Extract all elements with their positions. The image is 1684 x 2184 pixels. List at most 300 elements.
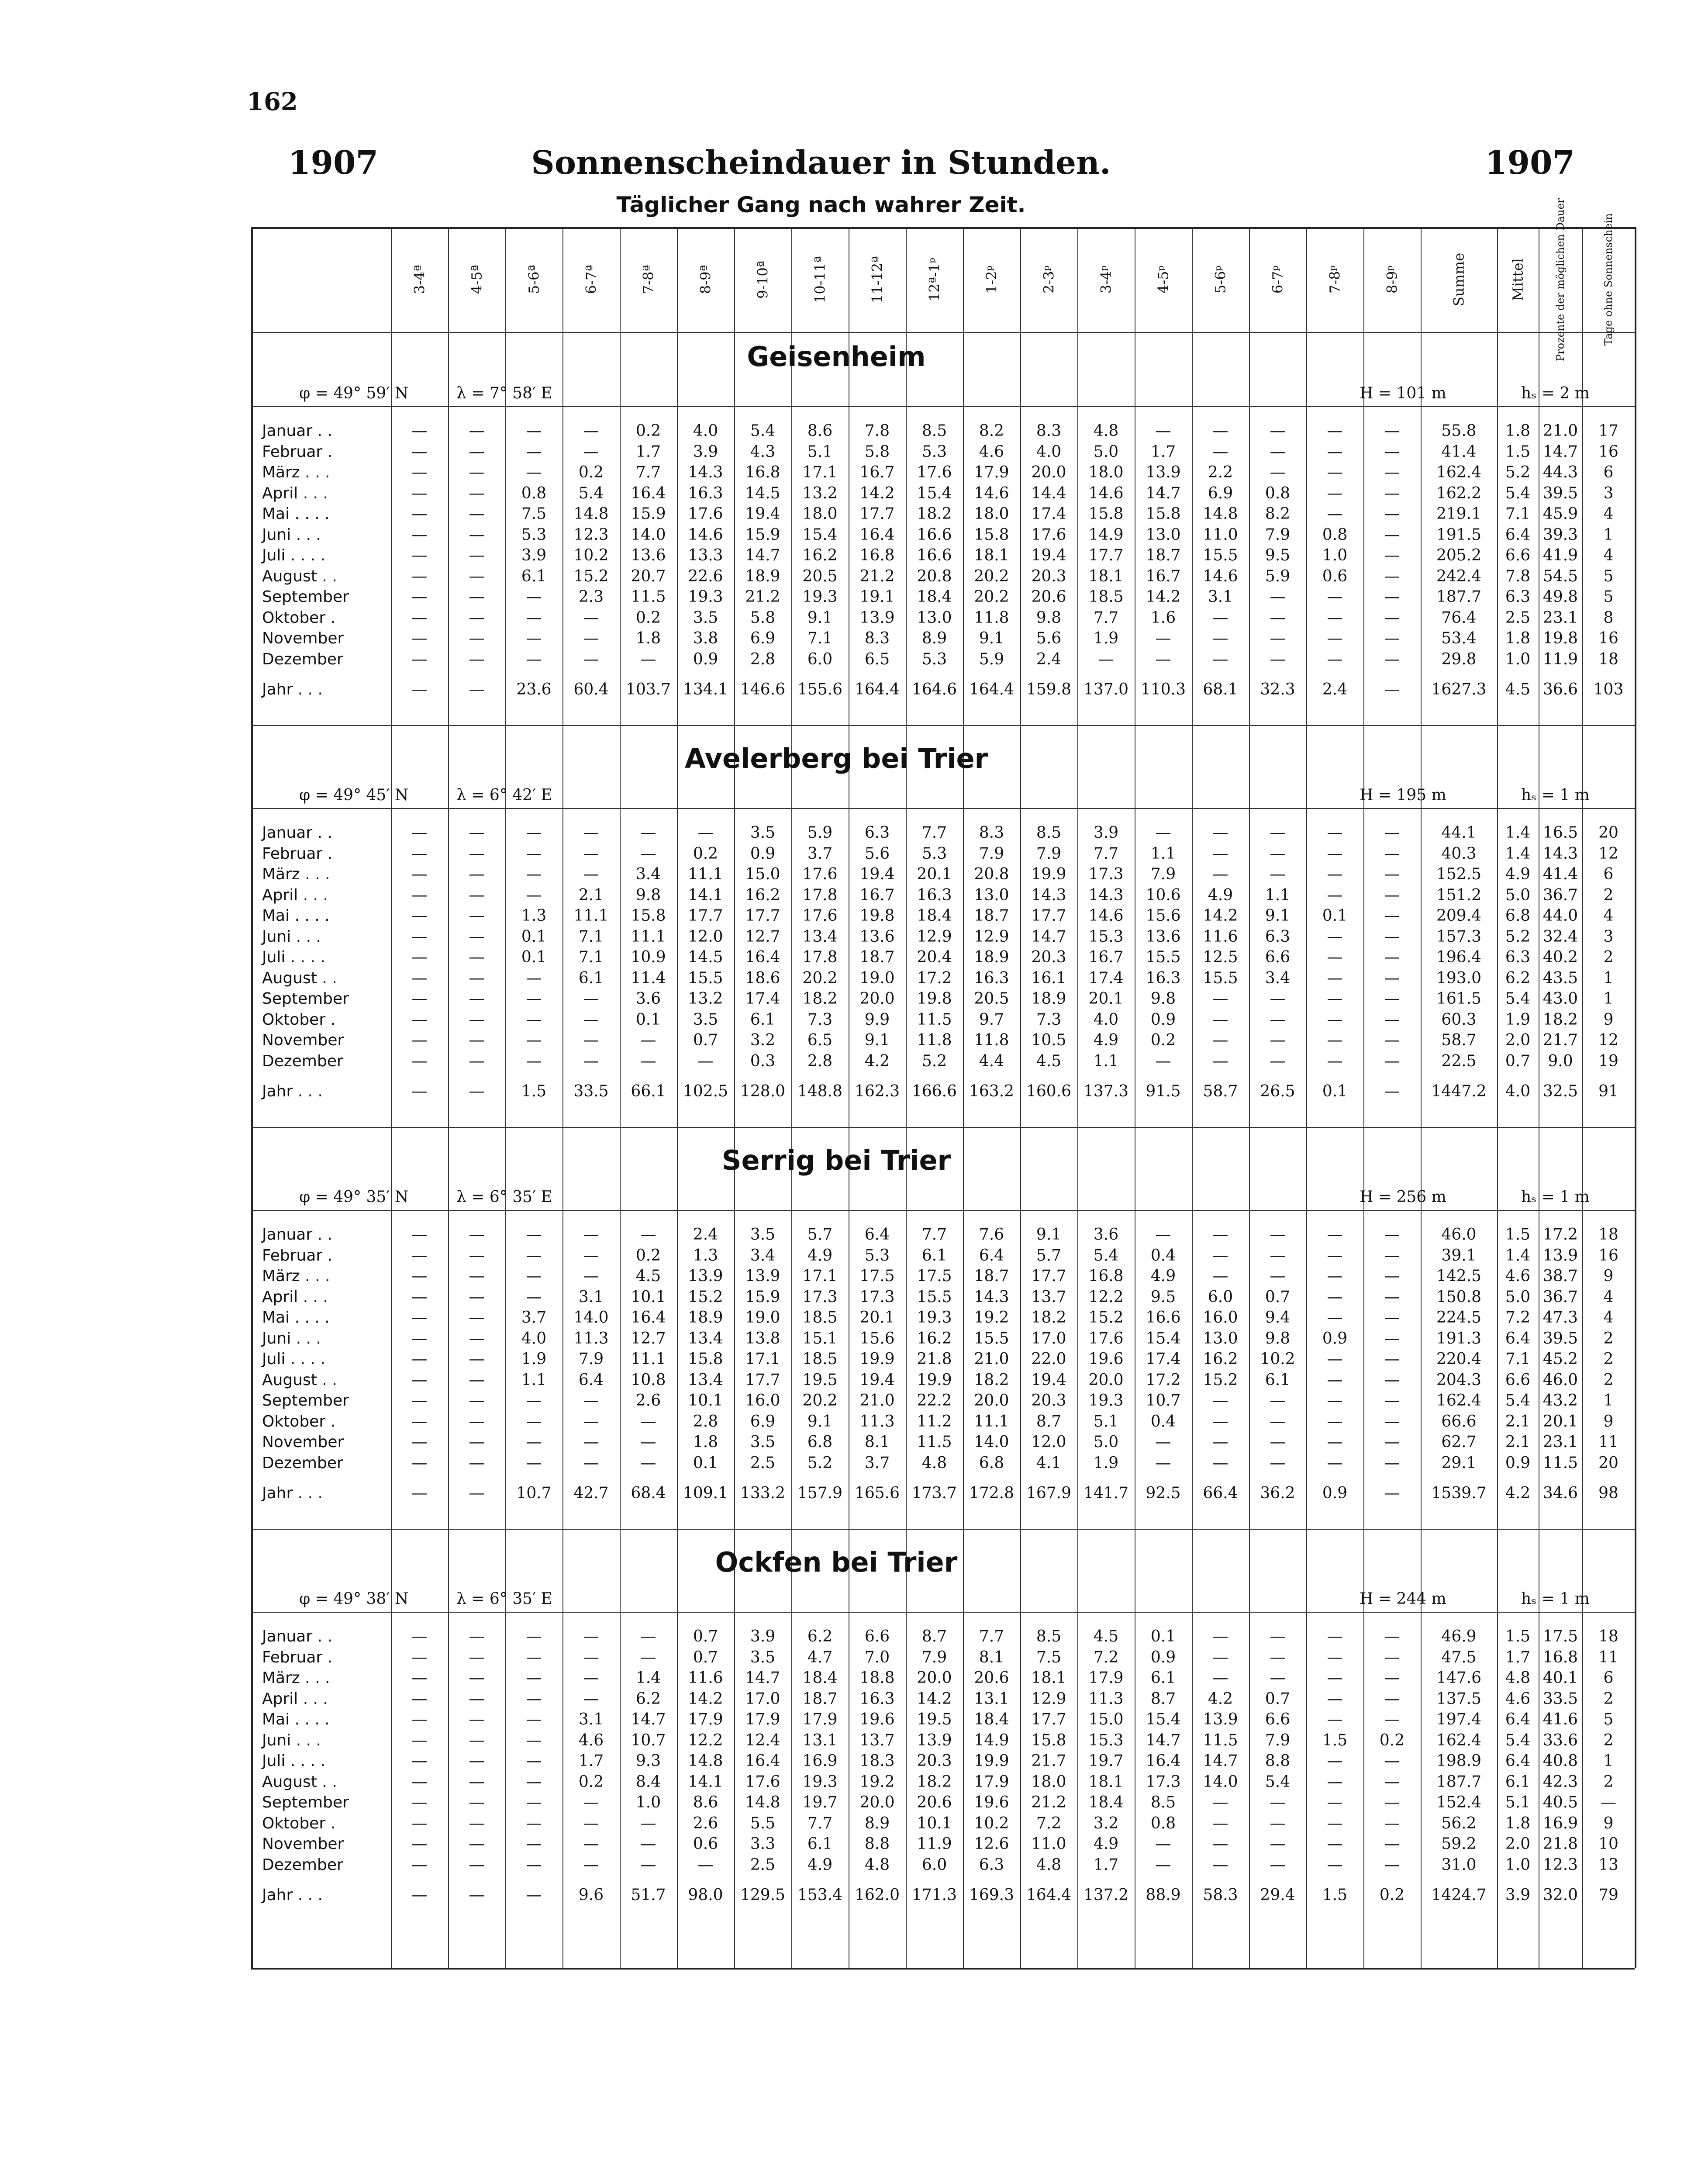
table-cell: 11.5	[631, 588, 666, 606]
table-cell: 1.3	[521, 907, 547, 925]
table-cell: 8.5	[1036, 824, 1062, 842]
table-cell: —	[1327, 1412, 1343, 1431]
table-cell: 12.7	[745, 927, 780, 946]
table-cell: —	[1384, 1794, 1400, 1811]
table-cell: —	[1327, 969, 1343, 987]
table-cell: 9	[1603, 1412, 1614, 1431]
table-cell: —	[411, 629, 428, 647]
table-cell: —	[411, 608, 428, 627]
table-cell: 1.8	[1505, 422, 1531, 440]
month-label: November	[262, 1031, 344, 1049]
table-cell: 19.0	[745, 1309, 780, 1327]
month-label: Oktober .	[262, 1412, 336, 1431]
table-cell: —	[469, 1454, 485, 1472]
table-cell: —	[1270, 608, 1286, 627]
table-cell: 0.2	[1379, 1886, 1405, 1904]
table-cell: —	[469, 844, 485, 863]
table-cell: 10.1	[631, 1288, 666, 1306]
table-cell: 1.4	[1505, 844, 1531, 863]
table-cell: 17.6	[688, 505, 723, 523]
table-cell: 11.3	[1088, 1690, 1124, 1708]
table-cell: 0.7	[693, 1628, 718, 1645]
table-cell: 17.6	[802, 865, 838, 883]
table-cell: 137.5	[1436, 1690, 1482, 1708]
table-cell: —	[640, 1226, 656, 1244]
table-cell: —	[469, 1484, 485, 1502]
table-cell: 46.0	[1543, 1371, 1578, 1389]
table-cell: 10	[1598, 1835, 1618, 1853]
table-cell: 141.7	[1083, 1484, 1129, 1502]
table-cell: —	[411, 886, 428, 904]
table-cell: —	[1327, 948, 1343, 966]
table-cell: 14.9	[1088, 525, 1124, 544]
table-cell: 20.3	[1031, 1392, 1066, 1410]
table-cell: —	[1327, 1371, 1343, 1389]
table-cell: —	[1384, 824, 1400, 842]
table-cell: 142.5	[1436, 1267, 1482, 1285]
table-cell: 13.2	[802, 484, 838, 502]
table-cell: 16	[1598, 442, 1618, 461]
table-cell: —	[526, 1433, 542, 1451]
table-cell: 26.5	[1260, 1082, 1295, 1100]
table-cell: 19.4	[859, 1371, 895, 1389]
table-cell: —	[583, 824, 599, 842]
table-cell: 3.1	[578, 1288, 604, 1306]
table-cell: 7.0	[864, 1648, 890, 1666]
table-cell: 5.8	[864, 442, 890, 461]
table-cell: 134.1	[683, 681, 728, 698]
table-cell: 15.5	[1146, 948, 1181, 966]
table-cell: 6.2	[1505, 969, 1531, 987]
month-label: Juli . . . .	[262, 1350, 325, 1368]
table-cell: 23.1	[1543, 1433, 1578, 1451]
table-cell: 3.9	[750, 1628, 776, 1645]
table-cell: 0.7	[1505, 1052, 1531, 1070]
month-label: November	[262, 629, 344, 647]
table-cell: —	[1270, 865, 1286, 883]
table-cell: 4	[1603, 505, 1614, 523]
table-cell: 12.3	[573, 525, 609, 544]
table-cell: —	[469, 1226, 485, 1244]
table-cell: 6.1	[521, 567, 547, 585]
table-cell: 17.1	[802, 463, 838, 481]
table-cell: 1	[1603, 1752, 1614, 1770]
table-cell: 5.4	[1265, 1773, 1291, 1791]
table-cell: —	[1384, 1329, 1400, 1348]
table-cell: 7.9	[1036, 844, 1062, 863]
table-cell: 14.1	[688, 886, 723, 904]
table-cell: —	[583, 844, 599, 863]
table-cell: 39.3	[1543, 525, 1578, 544]
table-cell: 8.6	[693, 1794, 718, 1811]
table-cell: 15.0	[745, 865, 780, 883]
table-cell: 18.1	[1031, 1669, 1066, 1687]
table-cell: 20.0	[917, 1669, 952, 1687]
table-cell: —	[1327, 484, 1343, 502]
table-cell: 14.8	[745, 1794, 780, 1811]
table-cell: —	[697, 824, 714, 842]
table-cell: 17.2	[1146, 1371, 1181, 1389]
table-cell: 0.6	[693, 1835, 718, 1853]
table-cell: 18.9	[688, 1309, 723, 1327]
table-cell: 17.5	[1543, 1628, 1578, 1645]
table-cell: 20.7	[631, 567, 666, 585]
table-cell: —	[469, 629, 485, 647]
table-cell: 7.9	[1265, 1731, 1291, 1749]
table-cell: 41.9	[1543, 546, 1578, 564]
table-cell: 14.7	[631, 1711, 666, 1728]
table-cell: 8.3	[864, 629, 890, 647]
table-cell: 66.6	[1441, 1412, 1477, 1431]
table-cell: 59.2	[1441, 1835, 1477, 1853]
table-cell: 16.7	[859, 886, 895, 904]
table-cell: 6.4	[864, 1226, 890, 1244]
table-cell: —	[411, 463, 428, 481]
table-cell: 2.4	[693, 1226, 718, 1244]
table-cell: 2.8	[750, 650, 776, 668]
table-cell: —	[526, 1246, 542, 1265]
table-cell: 8	[1603, 608, 1614, 627]
table-cell: 162.4	[1436, 463, 1482, 481]
table-cell: —	[526, 1669, 542, 1687]
table-cell: 1.5	[521, 1082, 547, 1100]
table-cell: 4	[1603, 1309, 1614, 1327]
table-cell: —	[583, 1226, 599, 1244]
table-cell: —	[1270, 463, 1286, 481]
table-cell: —	[1212, 1814, 1228, 1832]
station-H: H = 101 m	[1360, 384, 1446, 402]
table-cell: 150.8	[1436, 1288, 1482, 1306]
table-cell: 11.1	[688, 865, 723, 883]
table-cell: —	[1327, 1690, 1343, 1708]
table-cell: —	[469, 1669, 485, 1687]
table-cell: —	[469, 1856, 485, 1874]
table-cell: 7.1	[1505, 1350, 1531, 1368]
table-cell: 13.4	[688, 1329, 723, 1348]
table-cell: 17.5	[917, 1267, 952, 1285]
table-cell: 18.0	[1031, 1773, 1066, 1791]
column-header: 12ª-1ᵖ	[926, 258, 943, 301]
column-header: 10-11ª	[811, 256, 828, 303]
table-cell: —	[1384, 844, 1400, 863]
table-cell: 7.9	[921, 1648, 947, 1666]
table-cell: 4.9	[1093, 1835, 1119, 1853]
table-cell: 40.3	[1441, 844, 1477, 863]
table-cell: —	[1212, 1010, 1228, 1029]
table-cell: 6.3	[1505, 588, 1531, 606]
table-cell: 16.3	[1146, 969, 1181, 987]
table-cell: —	[1327, 886, 1343, 904]
table-cell: 1.7	[1093, 1856, 1119, 1874]
table-cell: 14.0	[573, 1309, 609, 1327]
table-cell: —	[1270, 1267, 1286, 1285]
table-cell: —	[1384, 1856, 1400, 1874]
station-phi: φ = 49° 45′ N	[299, 786, 409, 804]
month-label: Oktober .	[262, 608, 336, 627]
table-cell: 16.8	[859, 546, 895, 564]
table-cell: 9.1	[807, 608, 833, 627]
table-cell: 19.3	[917, 1309, 952, 1327]
table-cell: 7.6	[979, 1226, 1004, 1244]
table-cell: 14.3	[1088, 886, 1124, 904]
table-cell: —	[411, 484, 428, 502]
table-cell: 2.1	[1505, 1433, 1531, 1451]
table-cell: 5.7	[1036, 1246, 1062, 1265]
month-label: Juni . . .	[262, 1329, 321, 1348]
table-cell: 17.9	[1088, 1669, 1124, 1687]
station-H: H = 244 m	[1360, 1590, 1446, 1608]
table-cell: —	[583, 1628, 599, 1645]
month-label: Dezember	[262, 1454, 343, 1472]
table-cell: —	[1155, 650, 1171, 668]
table-cell: —	[411, 588, 428, 606]
table-cell: 0.2	[1379, 1731, 1405, 1749]
table-cell: 157.3	[1436, 927, 1482, 946]
table-cell: 1.9	[1093, 1454, 1119, 1472]
table-cell: —	[1327, 650, 1343, 668]
station-lambda: λ = 6° 42′ E	[456, 786, 552, 804]
table-cell: 7.2	[1036, 1814, 1062, 1832]
table-cell: 4.9	[1208, 886, 1233, 904]
table-cell: 6.0	[1208, 1288, 1233, 1306]
table-cell: 10.6	[1146, 886, 1181, 904]
table-cell: —	[1384, 1752, 1400, 1770]
table-cell: 6.8	[807, 1433, 833, 1451]
table-cell: —	[526, 650, 542, 668]
table-cell: 15.6	[859, 1329, 895, 1348]
table-cell: 8.7	[1150, 1690, 1176, 1708]
table-cell: 15.3	[1088, 1731, 1124, 1749]
table-cell: —	[469, 927, 485, 946]
table-cell: 19.2	[859, 1773, 895, 1791]
table-cell: 19.6	[1088, 1350, 1124, 1368]
table-cell: 19.5	[802, 1371, 838, 1389]
month-label: Dezember	[262, 1052, 343, 1070]
table-cell: —	[1384, 1835, 1400, 1853]
table-cell: 18.5	[1088, 588, 1124, 606]
table-cell: 11.9	[1543, 650, 1578, 668]
table-cell: 19.4	[745, 505, 780, 523]
table-cell: 1.8	[1505, 1814, 1531, 1832]
table-cell: 20.0	[859, 1794, 895, 1811]
table-cell: 5.4	[1505, 990, 1531, 1008]
table-cell: 21.8	[917, 1350, 952, 1368]
table-cell: 2.5	[750, 1856, 776, 1874]
table-cell: 5.9	[979, 650, 1004, 668]
table-cell: 2.4	[1036, 650, 1062, 668]
table-cell: —	[1270, 650, 1286, 668]
table-cell: —	[583, 1835, 599, 1853]
table-cell: 6.8	[979, 1454, 1004, 1472]
table-cell: —	[469, 1082, 485, 1100]
table-cell: 1.0	[635, 1794, 661, 1811]
table-cell: —	[640, 1052, 656, 1070]
table-cell: —	[583, 1031, 599, 1049]
table-cell: —	[1384, 1454, 1400, 1472]
table-cell: —	[1212, 629, 1228, 647]
table-cell: 1.8	[1505, 629, 1531, 647]
table-cell: 21.7	[1031, 1752, 1066, 1770]
table-cell: 5.7	[807, 1226, 833, 1244]
table-rule	[251, 227, 1635, 229]
table-cell: 3.6	[635, 990, 661, 1008]
table-cell: —	[411, 1690, 428, 1708]
table-cell: 11.5	[1203, 1731, 1238, 1749]
table-cell: 20.2	[802, 969, 838, 987]
table-cell: 14.7	[745, 1669, 780, 1687]
table-cell: 15.4	[917, 484, 952, 502]
year-right: 1907	[1485, 144, 1575, 182]
table-cell: 18	[1598, 1628, 1618, 1645]
table-cell: 17.9	[745, 1711, 780, 1728]
table-cell: 21.7	[1543, 1031, 1578, 1049]
table-cell: 13.9	[1146, 463, 1181, 481]
table-cell: 47.3	[1543, 1309, 1578, 1327]
table-cell: —	[1384, 907, 1400, 925]
table-cell: 7.7	[635, 463, 661, 481]
table-cell: —	[583, 1010, 599, 1029]
table-cell: 15.5	[688, 969, 723, 987]
table-cell: 4.1	[1036, 1454, 1062, 1472]
table-cell: —	[526, 1731, 542, 1749]
table-cell: 8.9	[864, 1814, 890, 1832]
table-cell: —	[1327, 1052, 1343, 1070]
table-cell: 6.3	[1505, 948, 1531, 966]
table-cell: 5.6	[864, 844, 890, 863]
table-cell: 5.3	[521, 525, 547, 544]
table-cell: 1.0	[1505, 650, 1531, 668]
column-header: 3-4ª	[411, 265, 428, 294]
table-cell: 19.9	[1031, 865, 1066, 883]
month-label: Januar . .	[262, 824, 332, 842]
table-cell: —	[1270, 1454, 1286, 1472]
table-cell: —	[640, 824, 656, 842]
table-cell: 19.3	[802, 588, 838, 606]
table-cell: 6.8	[1505, 907, 1531, 925]
table-cell: —	[1270, 1794, 1286, 1811]
table-cell: 92.5	[1146, 1484, 1181, 1502]
table-cell: —	[1212, 1794, 1228, 1811]
table-cell: —	[411, 442, 428, 461]
table-cell: 6.9	[1208, 484, 1233, 502]
table-cell: —	[469, 886, 485, 904]
table-cell: 4.8	[1505, 1669, 1531, 1687]
coordinate-rule	[251, 1210, 1635, 1211]
table-cell: 1.7	[1150, 442, 1176, 461]
table-cell: —	[469, 1794, 485, 1811]
table-cell: 3.5	[750, 1433, 776, 1451]
month-label: Juni . . .	[262, 927, 321, 946]
table-cell: —	[1384, 1484, 1400, 1502]
table-cell: —	[411, 1309, 428, 1327]
table-cell: —	[1270, 824, 1286, 842]
table-cell: 18.9	[974, 948, 1009, 966]
table-cell: 153.4	[797, 1886, 843, 1904]
table-cell: 8.5	[1150, 1794, 1176, 1811]
table-cell: —	[411, 1711, 428, 1728]
table-cell: 11.2	[917, 1412, 952, 1431]
station-H: H = 195 m	[1360, 786, 1446, 804]
table-cell: 162.2	[1436, 484, 1482, 502]
table-cell: —	[1327, 608, 1343, 627]
table-cell: 8.6	[807, 422, 833, 440]
table-cell: 17.3	[859, 1288, 895, 1306]
table-cell: 0.4	[1150, 1412, 1176, 1431]
table-cell: —	[526, 1031, 542, 1049]
table-cell: —	[1327, 1350, 1343, 1368]
table-cell: 5	[1603, 567, 1614, 585]
table-cell: 19.8	[917, 990, 952, 1008]
table-cell: 40.8	[1543, 1752, 1578, 1770]
month-label: Juni . . .	[262, 525, 321, 544]
table-cell: 13.9	[688, 1267, 723, 1285]
table-cell: —	[1384, 588, 1400, 606]
table-cell: 14.9	[974, 1731, 1009, 1749]
table-cell: —	[1270, 422, 1286, 440]
table-cell: —	[1270, 588, 1286, 606]
table-cell: —	[583, 1392, 599, 1410]
table-cell: 14.0	[1203, 1773, 1238, 1791]
table-cell: 159.8	[1026, 681, 1072, 698]
table-cell: 16.2	[1203, 1350, 1238, 1368]
table-cell: 58.7	[1203, 1082, 1238, 1100]
table-cell: 157.9	[797, 1484, 843, 1502]
month-label: Mai . . . .	[262, 1309, 330, 1327]
table-cell: —	[411, 1350, 428, 1368]
table-cell: 6.1	[750, 1010, 776, 1029]
table-cell: —	[469, 463, 485, 481]
table-cell: 5.3	[921, 844, 947, 863]
table-cell: —	[526, 1288, 542, 1306]
table-cell: 13.0	[974, 886, 1009, 904]
table-cell: 32.0	[1543, 1886, 1578, 1904]
table-cell: 6.1	[1505, 1773, 1531, 1791]
table-cell: 20.1	[859, 1309, 895, 1327]
table-cell: —	[469, 546, 485, 564]
table-cell: —	[469, 990, 485, 1008]
table-cell: 17.2	[917, 969, 952, 987]
table-cell: 3.4	[1265, 969, 1291, 987]
table-cell: 9.8	[1265, 1329, 1291, 1348]
table-cell: —	[1327, 1031, 1343, 1049]
table-cell: 5.6	[1036, 629, 1062, 647]
table-cell: 152.4	[1436, 1794, 1482, 1811]
table-cell: 16.6	[1146, 1309, 1181, 1327]
table-cell: 6.2	[635, 1690, 661, 1708]
table-cell: 7.2	[1505, 1309, 1531, 1327]
table-cell: 0.9	[750, 844, 776, 863]
table-cell: 14.3	[1031, 886, 1066, 904]
table-cell: 11.0	[1203, 525, 1238, 544]
table-cell: 18.6	[745, 969, 780, 987]
table-cell: 0.8	[1322, 525, 1348, 544]
table-cell: —	[1327, 1628, 1343, 1645]
table-cell: 2.8	[807, 1052, 833, 1070]
table-cell: —	[1212, 650, 1228, 668]
table-cell: 0.1	[1322, 907, 1348, 925]
table-cell: —	[1384, 629, 1400, 647]
table-cell: 2	[1603, 1731, 1614, 1749]
table-cell: 197.4	[1436, 1711, 1482, 1728]
table-cell: 0.3	[750, 1052, 776, 1070]
table-cell: 18.9	[745, 567, 780, 585]
table-cell: —	[411, 824, 428, 842]
table-cell: —	[1212, 1628, 1228, 1645]
table-cell: 16.3	[859, 1690, 895, 1708]
table-cell: 220.4	[1436, 1350, 1482, 1368]
table-cell: 66.1	[631, 1082, 666, 1100]
table-cell: 6.1	[807, 1835, 833, 1853]
